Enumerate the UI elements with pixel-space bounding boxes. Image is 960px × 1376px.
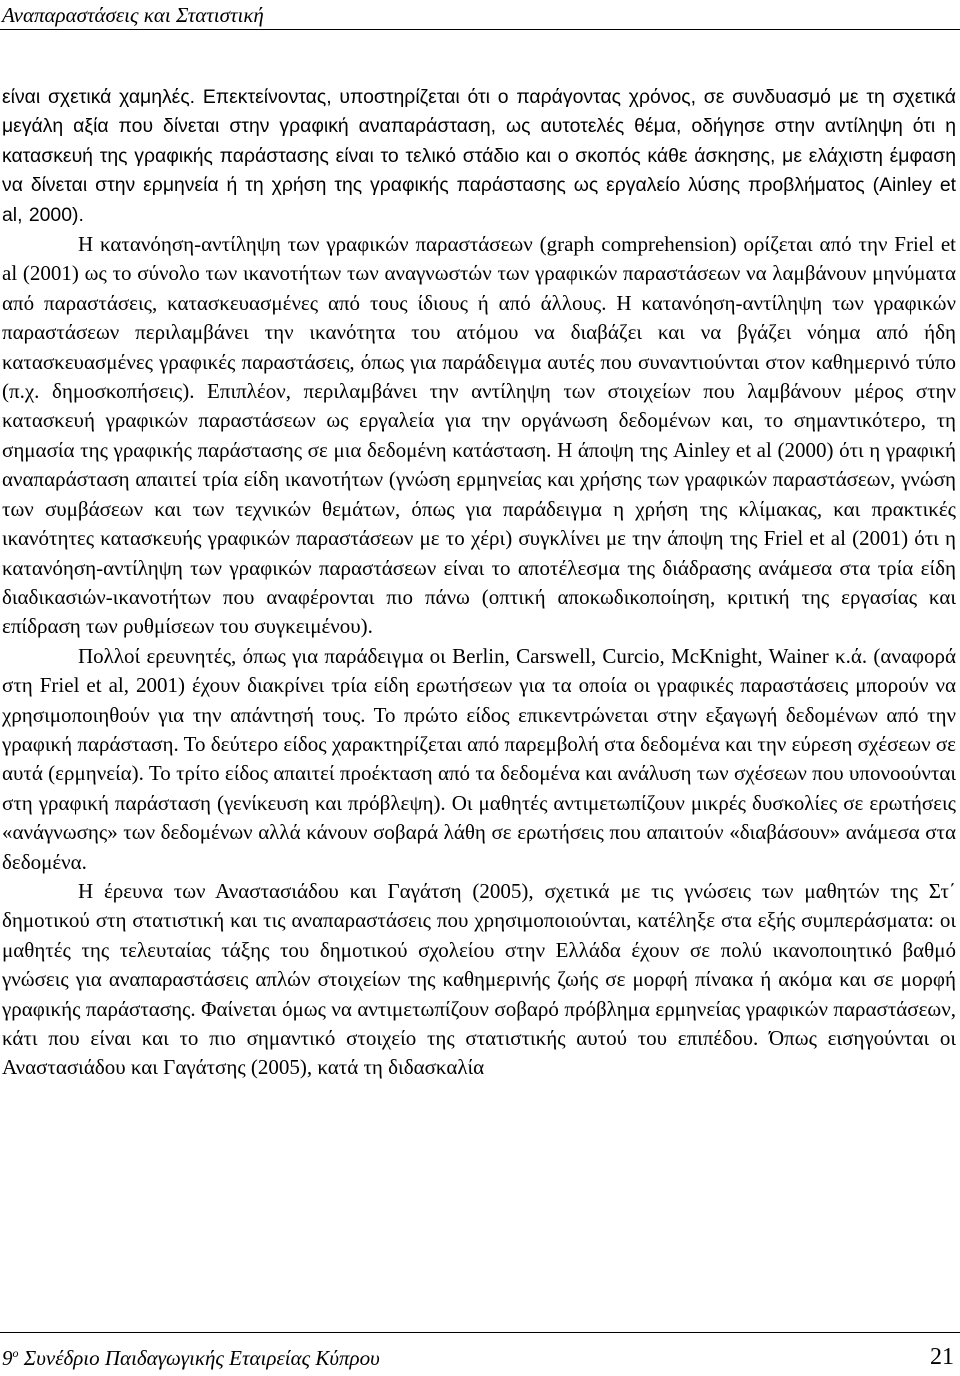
page-number: 21 (930, 1344, 954, 1370)
running-header-title: Αναπαραστάσεις και Στατιστική (2, 3, 264, 27)
footer-edition-number: 9 (2, 1346, 13, 1370)
main-text (2, 83, 956, 1083)
footer-edition-suffix: ο (12, 1346, 19, 1360)
paragraph-3: Πολλοί ερευνητές, όπως για παράδειγμα οι Berlin, Carswell, Curcio, McKnight, Wainer κ.ά. (αναφορά στη Friel et al, 2001) έχουν διακρίνει τρία είδη ερωτήσεων για τα οποία οι γραφικές παραστάσεις μπορούν να χρησιμοποιηθούν για την απάντησή τους. Το πρώτο είδος επικεντρώνεται στην εξαγωγή δεδομένων από την γραφική παράσταση. Το δεύτερο είδος χαρακτηρίζεται από παρεμβολή στα δεδομένα και την εύρεση σχέσεων σε αυτά (ερμηνεία). Το τρίτο είδος απαιτεί προέκταση από τα δεδομένα και ανάλυση των σχέσεων που υπονοούνται στη γραφική παράσταση (γενίκευση και πρόβλεψη). Οι μαθητές αντιμετωπίζουν μικρές δυσκολίες σε ερωτήσεις «ανάγνωσης» των δεδομένων αλλά κάνουν σοβαρά λάθη σε ερωτήσεις που απαιτούν «διαβάσουν» ανάμεσα στα δεδομένα. (2, 643, 956, 874)
paragraph-4: Η έρευνα των Αναστασιάδου και Γαγάτση (2005), σχετικά με τις γνώσεις των μαθητών της Στ΄ δημοτικού στη στατιστική και τις αναπαραστάσεις που χρησιμοποιούνται, κατέληξε στα εξής συμπεράσματα: οι μαθητές της τελευταίας τάξης του δημοτικού σχολείου στην Ελλάδα έχουν σε πολύ ικανοποιητικό βαθμό γνώσεις για αναπαραστάσεις απλών στοιχείων της καθημερινής ζωής σε μορφή πίνακα ή ακόμα και σε μορφή γραφικής παράστασης. Φαίνεται όμως να αντιμετωπίζουν σοβαρό πρόβλημα ερμηνείας γραφικών παραστάσεων, κάτι που είναι και το πιο σημαντικό στοιχείο της στατιστικής αυτού του επιπέδου. Όπως εισηγούνται οι Αναστασιάδου και Γαγάτσης (2005), κατά τη διδασκαλία (2, 878, 956, 1080)
paragraph-2: Η κατανόηση-αντίληψη των γραφικών παραστάσεων (graph comprehension) ορίζεται από την Friel et al (2001) ως το σύνολο των ικανοτήτων των αναγνωστών των γραφικών παραστάσεων να λαμβάνουν μηνύματα από παραστάσεις, κατασκευασμένες από τους ίδιους ή από άλλους. Η κατανόηση-αντίληψη των γραφικών παραστάσεων περιλαμβάνει την ικανότητα του ατόμου να διαβάζει και να βγάζει νόημα από ήδη κατασκευασμένες γραφικές παραστάσεις, όπως για παράδειγμα αυτές που συναντιούνται στον καθημερινό τύπο (π.χ. δημοσκοπήσεις). Επιπλέον, περιλαμβάνει την αντίληψη των στοιχείων που λαμβάνουν μέρος στην κατασκευή γραφικών παραστάσεων ως εργαλεία για την οργάνωση δεδομένων και, το σημαντικότερο, τη σημασία της γραφικής παράστασης σε μια δεδομένη κατάσταση. Η άποψη της Ainley et al (2000) ότι η γραφική αναπαράσταση απαιτεί τρία είδη ικανοτήτων (γνώση ερμηνείας και χρήσης των γραφικών παραστάσεων, γνώση των συμβάσεων και των τεχνικών θεμάτων, όπως για παράδειγμα η χρήση της κλίμακας, και πρακτικές ικανότητες κατασκευής γραφικών παραστάσεων με το χέρι) συγκλίνει με την άποψη της Friel et al (2001) ότι η κατανόηση-αντίληψη των γραφικών παραστάσεων είναι το αποτέλεσμα της διάδρασης ανάμεσα στα τρία είδη διαδικασιών-ικανοτήτων που αναφέρονται πιο πάνω (οπτική αποκωδικοποίηση, κριτική της εργασίας και επίδραση των ρυθμίσεων του συγκειμένου). (2, 232, 956, 639)
paragraph-1: είναι σχετικά χαμηλές. Επεκτείνοντας, υποστηρίζεται ότι ο παράγοντας χρόνος, σε συνδυασμό με τη σχετικά μεγάλη αξία που δίνεται στην γραφική αναπαράσταση, ως αυτοτελές θέμα, οδήγησε στην αντίληψη ότι η κατασκευή της γραφικής παράστασης είναι το τελικό στάδιο και ο σκοπός κάθε άσκησης, με ελάχιστη έμφαση να δίνεται στην ερμηνεία ή τη χρήση της γραφικής παράστασης ως εργαλείο λύσης προβλήματος (Ainley et al, 2000). (2, 86, 956, 226)
footer-divider (0, 1332, 960, 1333)
footer-conference (2, 1345, 380, 1371)
footer-conference-title: Συνέδριο Παιδαγωγικής Εταιρείας Κύπρου (23, 1346, 380, 1370)
header-divider (0, 29, 960, 30)
